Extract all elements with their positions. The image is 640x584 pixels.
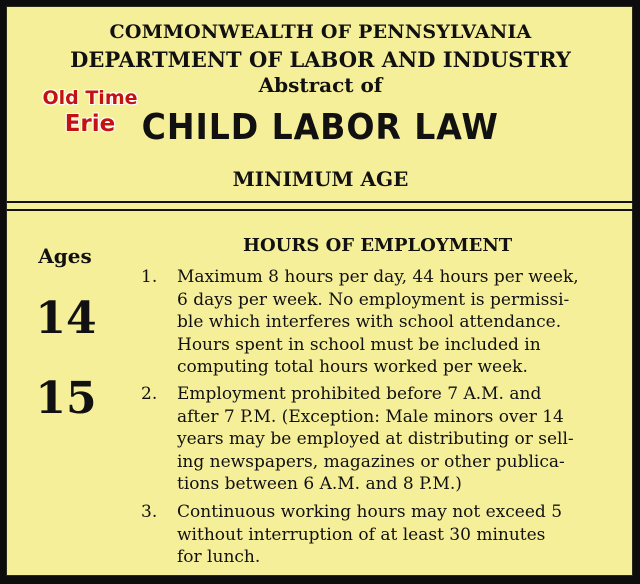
rule-text — [177, 383, 617, 496]
law-subtitle: MINIMUM AGE — [232, 167, 409, 191]
abstract-of-heading: Abstract of — [258, 73, 383, 97]
rule-line: computing total hours worked per week. — [177, 357, 528, 378]
watermark-line-1: Old Time — [42, 87, 138, 109]
rule-text — [177, 501, 617, 569]
rule-text — [177, 266, 617, 379]
rule-number: 2. — [141, 384, 158, 404]
rule-number: 1. — [141, 267, 158, 287]
rule-line: Continuous working hours may not exceed 5 — [177, 502, 563, 522]
rule-line: ing newspapers, magazines or other publica- — [177, 451, 565, 472]
rule-line: without interruption of at least 30 minutes — [177, 524, 546, 545]
commonwealth-heading: COMMONWEALTH OF PENNSYLVANIA — [109, 21, 532, 43]
rule-line: for lunch. — [177, 547, 261, 568]
ages-label: Ages — [38, 244, 92, 268]
rule-line: ble which interferes with school attendance. — [177, 312, 562, 333]
age-value-14: 14 — [35, 293, 97, 344]
section-title: HOURS OF EMPLOYMENT — [243, 235, 513, 256]
department-heading: DEPARTMENT OF LABOR AND INDUSTRY — [70, 47, 571, 72]
age-value-15: 15 — [35, 373, 97, 424]
law-abstract-card — [6, 6, 633, 576]
rule-line: after 7 P.M. (Exception: Male minors over 14 — [177, 406, 564, 427]
rule-number: 3. — [141, 502, 158, 522]
rule-line: Employment prohibited before 7 A.M. and — [177, 384, 542, 404]
rule-line: Hours spent in school must be included in — [177, 334, 541, 355]
divider-top — [7, 201, 634, 203]
law-title: CHILD LABOR LAW — [141, 107, 499, 148]
watermark-line-2: Erie — [64, 111, 116, 137]
rule-line: tions between 6 A.M. and 8 P.M.) — [177, 474, 462, 495]
rule-line: 6 days per week. No employment is permissi- — [177, 289, 570, 310]
rule-line: years may be employed at distributing or sell- — [177, 429, 574, 450]
divider-bottom — [7, 209, 634, 211]
rule-line: Maximum 8 hours per day, 44 hours per week, — [177, 267, 579, 287]
